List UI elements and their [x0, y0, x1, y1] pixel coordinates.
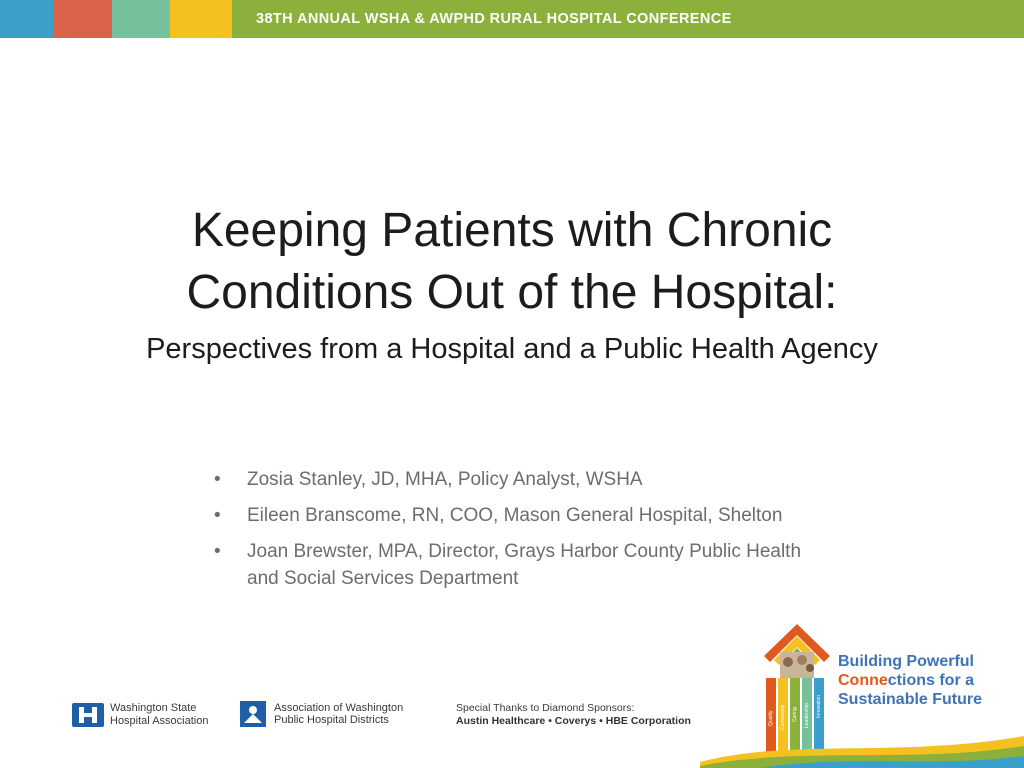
tagline-line-1: Building Powerful [838, 653, 974, 670]
slide-subtitle: Perspectives from a Hospital and a Public Health Agency [146, 333, 878, 365]
decorative-wave [700, 718, 1024, 768]
person-face-icon [797, 655, 807, 665]
stripe-label: Innovation [816, 694, 822, 718]
stripe-label: Caring [792, 707, 798, 722]
tagline-line-2-accent: Conne [838, 672, 888, 689]
slide-title-line-1: Keeping Patients with Chronic [191, 204, 833, 257]
speaker-text: Zosia Stanley, JD, MHA, Policy Analyst, WSHA [247, 469, 643, 490]
wsha-logo-line-1: Washington State [110, 702, 197, 714]
tagline-line-3: Sustainable Future [838, 691, 983, 708]
bullet-icon: • [214, 505, 221, 526]
wsha-logo [72, 702, 208, 727]
tagline-line-2 [838, 671, 982, 690]
stripe-label: Quality [768, 710, 774, 726]
slide-title-block [40, 200, 984, 370]
awphd-logo-icon [240, 701, 266, 727]
speaker-text: Eileen Branscome, RN, COO, Mason General Hospital, Shelton [247, 505, 783, 526]
wsha-logo-icon [72, 703, 104, 727]
person-face-icon [783, 657, 793, 667]
header-bar [0, 0, 1024, 38]
speaker-item [212, 538, 837, 592]
awphd-logo-line-1: Association of Washington [274, 701, 404, 714]
conference-tagline [838, 652, 982, 709]
conference-banner: 38TH ANNUAL WSHA & AWPHD RURAL HOSPITAL CONFERENCE [232, 0, 1024, 38]
wsha-logo-line-2: Hospital Association [110, 714, 209, 727]
tagline-line-2-rest: ctions for a [887, 672, 975, 689]
bullet-icon: • [214, 469, 221, 490]
stripe-label: Community [780, 704, 786, 730]
bullet-icon: • [214, 541, 221, 562]
sponsor-intro: Special Thanks to Diamond Sponsors: [456, 702, 635, 714]
color-swatch-yellow [170, 0, 232, 38]
speaker-text: Joan Brewster, MPA, Director, Grays Harbor County Public Health and Social Services Department [247, 541, 802, 589]
speaker-list [212, 466, 872, 601]
color-swatch-green [112, 0, 170, 38]
speaker-item [212, 502, 872, 529]
speaker-item [212, 466, 872, 493]
stripe-label: Leadership [804, 703, 810, 728]
color-swatch-red [54, 0, 112, 38]
sponsor-names: Austin Healthcare • Coverys • HBE Corporation [456, 715, 691, 727]
awphd-logo [240, 701, 403, 727]
awphd-logo-line-2: Public Hospital Districts [274, 714, 389, 726]
color-swatch-blue [0, 0, 54, 38]
person-face-icon [806, 664, 814, 672]
slide-title-line-2: Conditions Out of the Hospital: [186, 266, 838, 319]
sponsor-credits [456, 702, 691, 728]
